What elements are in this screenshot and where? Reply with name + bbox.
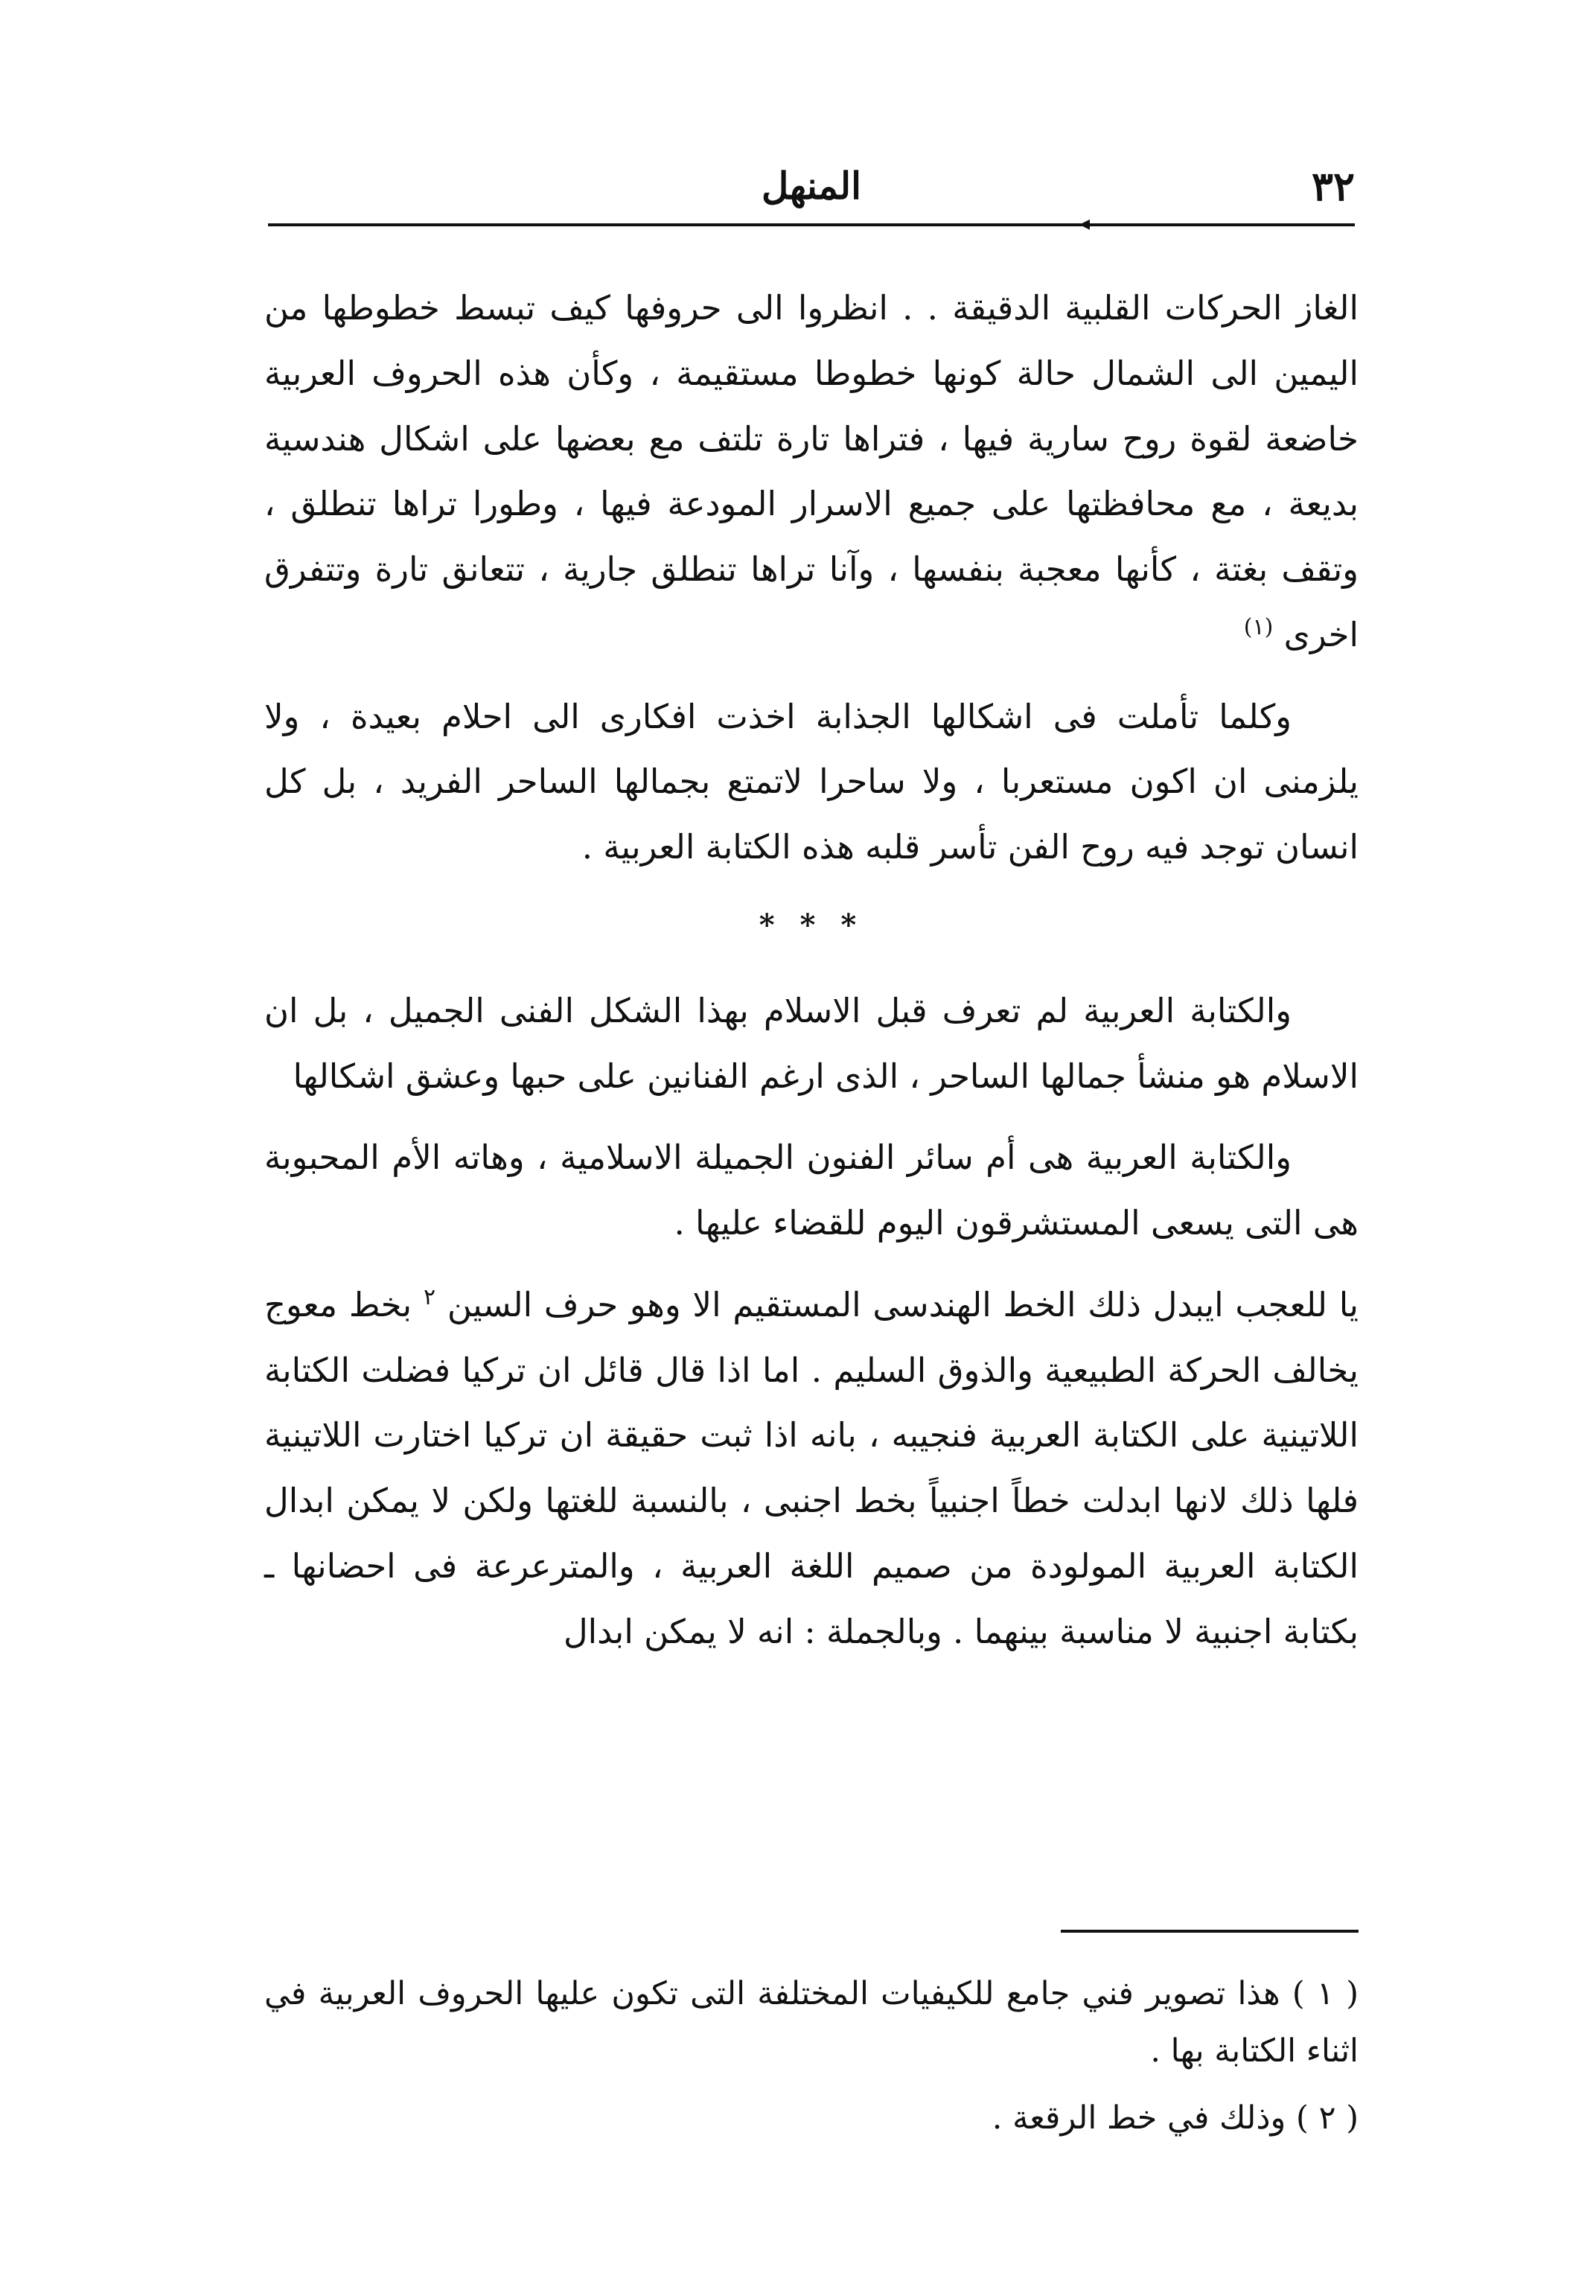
running-title: المنهل <box>761 164 862 208</box>
page-header <box>268 153 1355 220</box>
page-number: ٣٢ <box>1311 162 1355 210</box>
section-separator: * * * <box>759 907 864 943</box>
header-rule <box>268 223 1355 226</box>
footnote-rule <box>1061 1930 1359 1933</box>
paragraph-2: وكلما تأملت فى اشكالها الجذابة اخذت افكارى الى احلام بعيدة ، ولا يلزمنى ان اكون مستعربا ، ولا ساحرا لاتمتع بجمالها الساحر الفريد ، بل كل انسان توجد فيه روح الفن تأسر قلبه هذه الكتابة العربية . <box>264 696 1359 867</box>
footnotes <box>264 1965 1359 2156</box>
body-text <box>264 275 1359 1680</box>
footnote-2: ( ٢ ) وذلك في خط الرقعة . <box>992 2099 1359 2137</box>
header-ornament: ◂ <box>1079 211 1091 235</box>
paragraph-1: الغاز الحركات القلبية الدقيقة . . انظروا الى حروفها كيف تبسط خطوطها من اليمين الى الشمال حالة كونها خطوطا مستقيمة ، وكأن هذه الحروف العربية خاضعة لقوة روح سارية فيها ، فتراها تارة تلتف مع بعضها على اشكال هندسية بديعة ، مع محافظتها على جميع الاسرار المودعة فيها ، وطورا تراها تنطلق ، وتقف بغتة ، كأنها معجبة بنفسها ، وآنا تراها تنطلق جارية ، تتعانق تارة وتتفرق اخرى $^{(١)}$ <box>264 288 1359 654</box>
paragraph-4: والكتابة العربية هى أم سائر الفنون الجميلة الاسلامية ، وهاته الأم المحبوبة هى التى يسعى المستشرقون اليوم للقضاء عليها . <box>264 1138 1359 1243</box>
footnote-1: ( ١ ) هذا تصوير فني جامع للكيفيات المختلفة التى تكون عليها الحروف العربية في اثناء الكتابة بها . <box>264 1975 1359 2070</box>
footnote-marker-2: ٢ <box>423 1283 436 1310</box>
paragraph-3: والكتابة العربية لم تعرف قبل الاسلام بهذا الشكل الفنى الجميل ، بل ان الاسلام هو منشأ جمالها الساحر ، الذى ارغم الفنانين على حبها وعشق اشكالها <box>264 990 1359 1096</box>
footnote-marker-1: (١) <box>1243 613 1274 640</box>
paragraph-5: يا للعجب ايبدل ذلك الخط الهندسى المستقيم الا وهو حرف السين $^٢$ بخط معوج يخالف الحركة الطبيعية والذوق السليم . اما اذا قال قائل ان تركيا فضلت الكتابة اللاتينية على الكتابة العربية فنجيبه ، بانه اذا ثبت حقيقة ان تركيا اختارت اللاتينية فلها ذلك لانها ابدلت خطاً اجنبياً بخط اجنبى ، بالنسبة للغتها ولكن لا يمكن ابدال الكتابة العربية المولودة من صميم اللغة العربية ، والمترعرعة فى احضانها ـ بكتابة اجنبية لا مناسبة بينهما . وبالجملة : انه لا يمكن ابدال <box>264 1283 1359 1651</box>
